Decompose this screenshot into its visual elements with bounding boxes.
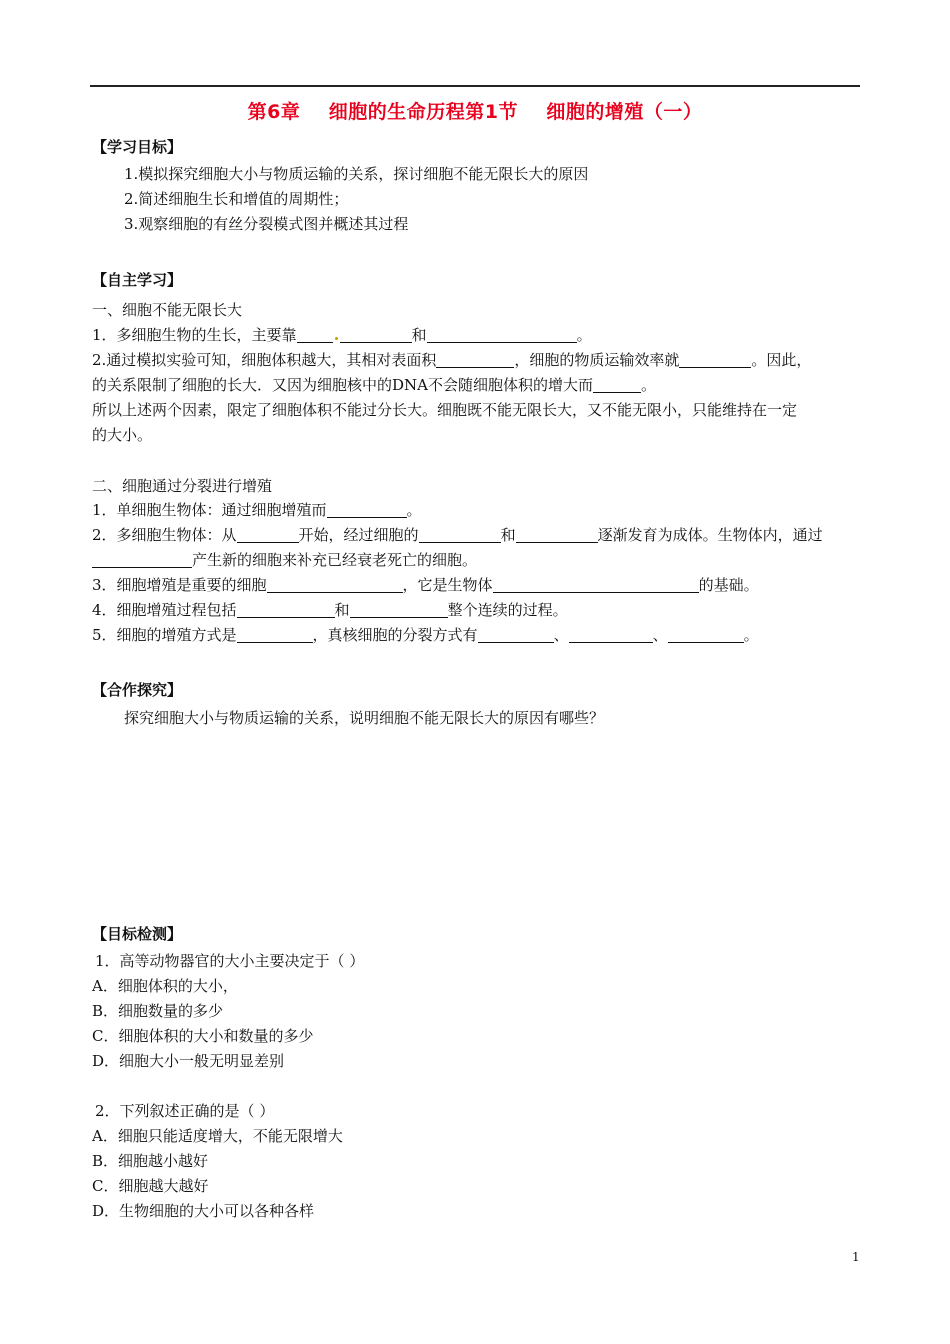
blank-field[interactable] — [340, 326, 412, 343]
point-5 — [92, 625, 759, 645]
point-2 — [92, 525, 823, 545]
heading-goal-test: 【目标检测】 — [92, 925, 183, 943]
q2-option-b: B．细胞越小越好 — [92, 1152, 209, 1170]
heading-learning-goals: 【学习目标】 — [92, 138, 183, 156]
goal-item-1: 1.模拟探究细胞大小与物质运输的关系，探讨细胞不能无限长大的原因 — [124, 165, 589, 183]
point-1 — [92, 500, 422, 520]
question-1 — [92, 325, 592, 345]
p5-text-e: 。 — [743, 626, 759, 644]
p5-text-d: 、 — [652, 626, 668, 644]
page-title: 第6章 细胞的生命历程第1节 细胞的增殖（一） — [247, 101, 703, 123]
blank-field[interactable] — [516, 526, 598, 543]
q2-text-a: 2.通过模拟实验可知，细胞体积越大，其相对表面积 — [92, 351, 437, 369]
top-rule — [90, 85, 860, 87]
p2-text-e: 产生新的细胞来补充已经衰老死亡的细胞。 — [192, 551, 478, 569]
subheading-2: 二、细胞通过分裂进行增殖 — [92, 477, 273, 495]
blank-field[interactable] — [668, 626, 744, 643]
test-question-1: 1．高等动物器官的大小主要决定于（ ） — [95, 952, 365, 970]
point-4 — [92, 600, 568, 620]
question-2-cont — [92, 375, 656, 395]
p2-text-c: 和 — [500, 526, 516, 544]
heading-self-study: 【自主学习】 — [92, 271, 183, 289]
blank-field[interactable] — [327, 501, 407, 518]
q2-option-d: D．生物细胞的大小可以各种各样 — [92, 1202, 315, 1220]
question-3-line-1: 所以上述两个因素，限定了细胞体积不能过分长大。细胞既不能无限长大，又不能无限小，只能维持在一定 — [92, 401, 798, 419]
blank-field[interactable] — [237, 626, 313, 643]
question-2 — [92, 350, 811, 370]
q1-text-c: 。 — [576, 326, 592, 344]
subheading-1: 一、细胞不能无限长大 — [92, 301, 243, 319]
blank-field[interactable] — [569, 626, 653, 643]
p5-text-c: 、 — [553, 626, 569, 644]
p3-text-c: 的基础。 — [698, 576, 759, 594]
page-number: 1 — [852, 1250, 860, 1264]
blank-field[interactable] — [237, 526, 299, 543]
p2-text-b: 开始，经过细胞的 — [298, 526, 419, 544]
q2-text-b: ，细胞的物质运输效率就 — [514, 351, 680, 369]
q2-option-a: A．细胞只能适度增大，不能无限增大 — [92, 1127, 343, 1145]
heading-cooperative-inquiry: 【合作探究】 — [92, 681, 183, 699]
p1-text-b: 。 — [406, 501, 422, 519]
blank-field[interactable] — [493, 576, 699, 593]
q2-text-d: 的关系限制了细胞的长大．又因为细胞核中的DNA不会随细胞体积的增大而 — [92, 376, 593, 394]
p2-text-d: 逐渐发育为成体。生物体内，通过 — [597, 526, 823, 544]
blank-field[interactable] — [267, 576, 403, 593]
p5-text-a: 5．细胞的增殖方式是 — [92, 626, 237, 644]
blank-field[interactable] — [679, 351, 751, 368]
blank-field[interactable] — [427, 326, 577, 343]
q1-text-a: 1．多细胞生物的生长，主要靠 — [92, 326, 297, 344]
point-2-cont — [92, 550, 477, 570]
p3-text-b: ，它是生物体 — [402, 576, 493, 594]
blank-field[interactable] — [419, 526, 501, 543]
test-question-2: 2．下列叙述正确的是（ ） — [95, 1102, 275, 1120]
blank-field[interactable] — [237, 601, 335, 618]
p1-text-a: 1．单细胞生物体：通过细胞增殖而 — [92, 501, 327, 519]
point-3 — [92, 575, 759, 595]
goal-item-3: 3.观察细胞的有丝分裂模式图并概述其过程 — [124, 215, 409, 233]
blank-field[interactable] — [297, 326, 333, 343]
blank-field[interactable] — [478, 626, 554, 643]
p2-text-a: 2．多细胞生物体：从 — [92, 526, 237, 544]
q1-option-a: A．细胞体积的大小， — [92, 977, 238, 995]
p4-text-a: 4．细胞增殖过程包括 — [92, 601, 237, 619]
p5-text-b: ，真核细胞的分裂方式有 — [312, 626, 478, 644]
blank-field[interactable] — [350, 601, 448, 618]
mark-dot — [335, 337, 338, 340]
p4-text-b: 和 — [334, 601, 350, 619]
p3-text-a: 3．细胞增殖是重要的细胞 — [92, 576, 267, 594]
blank-field[interactable] — [436, 351, 514, 368]
inquiry-question: 探究细胞大小与物质运输的关系，说明细胞不能无限长大的原因有哪些？ — [124, 709, 605, 727]
q1-option-d: D．细胞大小一般无明显差别 — [92, 1052, 285, 1070]
q2-text-c: 。因此， — [751, 351, 812, 369]
q2-text-e: 。 — [641, 376, 657, 394]
q2-option-c: C．细胞越大越好 — [92, 1177, 209, 1195]
blank-field[interactable] — [92, 551, 192, 568]
blank-field[interactable] — [593, 376, 641, 393]
q1-option-b: B．细胞数量的多少 — [92, 1002, 224, 1020]
q1-text-b: 和 — [411, 326, 427, 344]
goal-item-2: 2.简述细胞生长和增值的周期性； — [124, 190, 349, 208]
q1-option-c: C．细胞体积的大小和数量的多少 — [92, 1027, 314, 1045]
question-3-line-2: 的大小。 — [92, 426, 153, 444]
p4-text-c: 整个连续的过程。 — [447, 601, 568, 619]
